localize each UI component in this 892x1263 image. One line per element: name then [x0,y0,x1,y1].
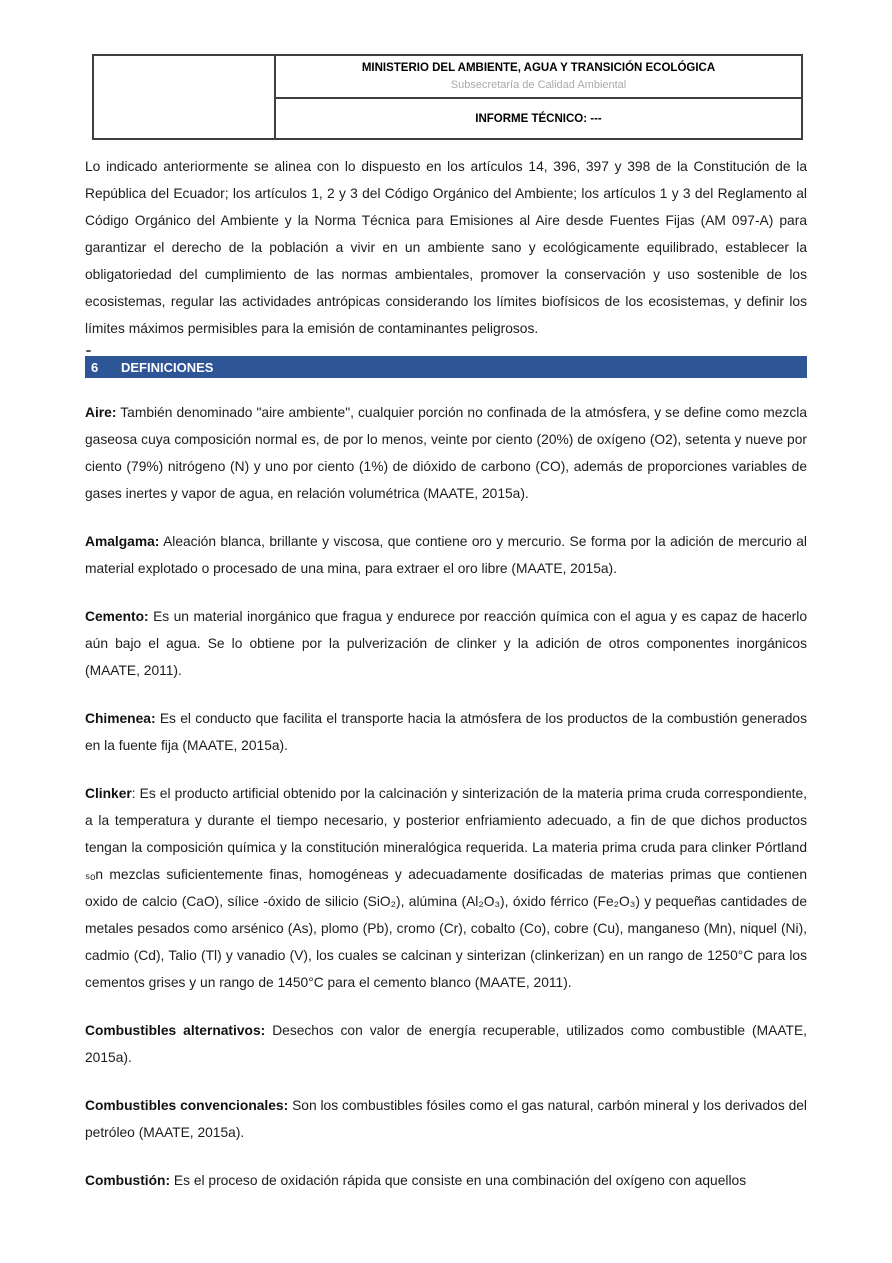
definition-combustibles-alternativos [85,1017,807,1071]
header-table [92,54,803,140]
definition-term: Cemento: [85,609,149,624]
section-heading-wrap [85,356,807,378]
report-label-cell [275,98,802,139]
section-title: DEFINICIONES [121,359,214,375]
header-title-cell [275,55,802,98]
definition-term: Aire: [85,405,117,420]
definition-body: También denominado "aire ambiente", cualquier porción no confinada de la atmósfera, y se define como mezcla gaseosa cuya composición normal es, de por lo menos, veinte por ciento (20%) de oxígeno (O2), setenta y nueve por ciento (79%) nitrógeno (N) y uno por ciento (1%) de dióxido de carbono (CO), además de proporciones variables de gases inertes y vapor de agua, en relación volumétrica (MAATE, 2015a). [85,405,807,501]
definition-body: Aleación blanca, brillante y viscosa, que contiene oro y mercurio. Se forma por la adición de mercurio al material explotado o procesado de una mina, para extraer el oro libre (MAATE, 2015a). [85,534,807,576]
ministry-subtitle: Subsecretaría de Calidad Ambiental [450,79,627,91]
section-heading-bar [85,356,807,378]
definition-amalgama [85,528,807,582]
definition-body: Desechos con valor de energía recuperable, utilizados como combustible (MAATE, 2015a). [85,1023,807,1065]
definition-term: Combustibles convencionales: [85,1098,289,1113]
definition-term: Clinker [85,786,132,801]
definition-clinker [85,780,807,996]
definition-body: Es el proceso de oxidación rápida que consiste en una combinación del oxígeno con aquellos [170,1173,747,1188]
stray-mark [86,350,91,352]
definition-chimenea [85,705,807,759]
definition-cemento [85,603,807,684]
definition-term: Combustibles alternativos: [85,1023,266,1038]
definition-body: Es un material inorgánico que fragua y endurece por reacción química con el agua y es capaz de hacerlo aún bajo el agua. Se lo obtiene por la pulverización de clinker y la adición de otros componentes inorgánicos (MAATE, 2011). [85,609,807,678]
report-label: INFORME TÉCNICO: --- [475,112,602,125]
definition-body: Son los combustibles fósiles como el gas natural, carbón mineral y los derivados del petróleo (MAATE, 2015a). [85,1098,807,1140]
definition-combustion [85,1167,807,1194]
definition-aire [85,399,807,507]
logo-cell [93,55,275,139]
intro-paragraph: Lo indicado anteriormente se alinea con lo dispuesto en los artículos 14, 396, 397 y 398 de la Constitución de la República del Ecuador; los artículos 1, 2 y 3 del Código Orgánico del Ambiente; los artículos 1 y 3 del Reglamento al Código Orgánico del Ambiente y la Norma Técnica para Emisiones al Aire desde Fuentes Fijas (AM 097-A) para garantizar el derecho de la población a vivir en un ambiente sano y ecológicamente equilibrado, establecer la obligatoriedad del cumplimiento de las normas ambientales, promover la conservación y uso sostenible de los ecosistemas, regular las actividades antrópicas considerando los límites biofísicos de los ecosistemas, y definir los límites máximos permisibles para la emisión de contaminantes peligrosos. [85,159,807,336]
definition-body: Es el conducto que facilita el transporte hacia la atmósfera de los productos de la combustión generados en la fuente fija (MAATE, 2015a). [85,711,807,753]
definition-body: : Es el producto artificial obtenido por la calcinación y sinterización de la materia prima cruda correspondiente, a la temperatura y durante el tiempo necesario, y posterior enfriamiento adecuado, a fin de que dichos productos tengan la composición química y la constitución mineralógica requerida. La materia prima cruda para clinker Pórtland ₛₒn mezclas suficientemente finas, homogéneas y adecuadamente dosificadas de materias primas que contienen oxido de calcio (CaO), sílice -óxido de silicio (SiO₂), alúmina (Al₂O₃), óxido férrico (Fe₂O₃) y pequeñas cantidades de metales pesados como arsénico (As), plomo (Pb), cromo (Cr), cobalto (Co), cobre (Cu), manganeso (Mn), niquel (Ni), cadmio (Cd), Talio (Tl) y vanadio (V), los cuales se calcinan y sinterizan (clinkerizan) en un rango de 1250°C para los cementos grises y un rango de 1450°C para el cemento blanco (MAATE, 2011). [85,786,807,990]
ministry-title: MINISTERIO DEL AMBIENTE, AGUA Y TRANSICIÓN ECOLÓGICA [361,62,716,74]
definition-term: Amalgama: [85,534,160,549]
definition-combustibles-convencionales [85,1092,807,1146]
definition-term: Chimenea: [85,711,156,726]
section-number: 6 [91,359,99,375]
definition-term: Combustión: [85,1173,171,1188]
